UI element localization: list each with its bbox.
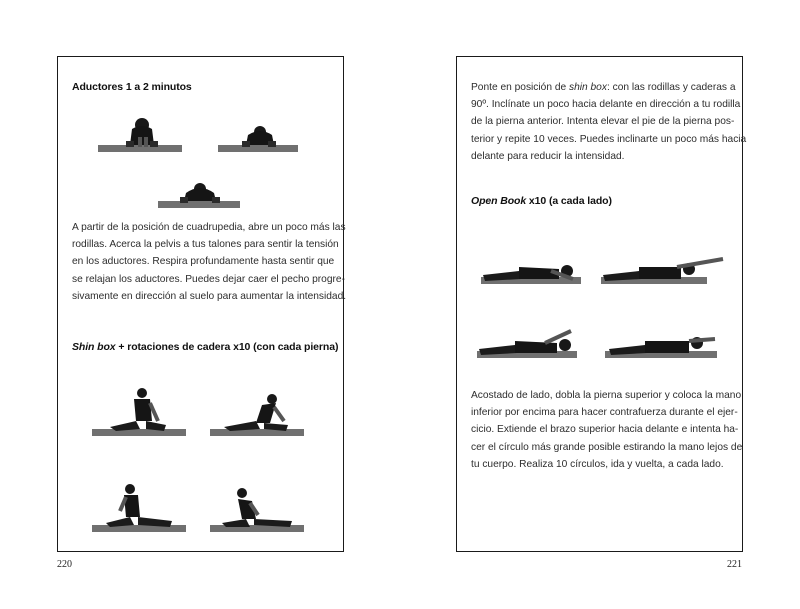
text-line: rodillas. Acerca la pelvis a tus talones para sentir la tensión — [72, 239, 339, 251]
heading-rest: x10 (a cada lado) — [526, 195, 612, 207]
text-line: en los aductores. Respira profundamente hasta sentir que — [72, 256, 335, 268]
text-line: cicio. Extiende el brazo superior hacia delante e intenta ha- — [471, 424, 739, 436]
adductor-description — [72, 219, 347, 305]
text-line: cer el círculo más grande posible estirando la mano lejos de — [471, 441, 743, 453]
text-line: de la pierna anterior. Intenta elevar el pie de la pierna pos- — [471, 116, 735, 128]
text-line: 90º. Inclínate un poco hacia delante en dirección a tu rodilla — [471, 99, 741, 111]
page-number-left: 220 — [57, 559, 72, 570]
open-book-photo-4 — [603, 331, 723, 365]
text-line: se relajan los aductores. Puedes dejar caer el pecho progre- — [72, 273, 345, 285]
left-page — [57, 56, 347, 552]
adductor-stretch-photo-3 — [156, 181, 244, 213]
heading-italic-term: Shin box — [72, 341, 116, 353]
adductor-stretch-photo-2 — [216, 121, 302, 157]
heading-rest: + rotaciones de cadera x10 (con cada pierna) — [115, 341, 339, 353]
section-heading-aductores: Aductores 1 a 2 minutos — [72, 81, 192, 93]
shin-box-photo-1 — [90, 385, 190, 441]
text-fragment: Ponte en posición de — [471, 82, 569, 93]
text-line: tu cuerpo. Realiza 10 círculos, ida y vuelta, a cada lado. — [471, 458, 724, 470]
open-book-photo-3 — [475, 325, 585, 365]
shin-box-photo-4 — [208, 485, 308, 539]
open-book-photo-1 — [473, 257, 585, 291]
text-line: sivamente en dirección al suelo para aumentar la intensidad. — [72, 290, 347, 302]
right-page — [456, 56, 747, 552]
section-heading-shin-box — [72, 341, 338, 353]
italic-term: shin box — [569, 82, 607, 93]
text-line: inferior por encima para hacer contrafuerza durante el ejer- — [471, 407, 738, 419]
text-line — [471, 79, 736, 96]
text-fragment: : con las rodillas y caderas a — [606, 82, 736, 93]
section-heading-open-book — [471, 195, 612, 207]
adductor-stretch-photo-1 — [96, 115, 186, 157]
open-book-description — [471, 387, 743, 473]
open-book-photo-2 — [599, 253, 729, 291]
shin-box-description — [471, 79, 747, 165]
text-line: terior y repite 10 veces. Puedes inclinarte un poco más hacia — [471, 133, 747, 145]
heading-italic-term: Open Book — [471, 195, 527, 207]
text-line: A partir de la posición de cuadrupedia, abre un poco más las — [72, 222, 346, 233]
shin-box-photo-2 — [208, 391, 308, 441]
text-line: delante para reducir la intensidad. — [471, 150, 625, 162]
shin-box-photo-3 — [90, 481, 190, 539]
text-line: Acostado de lado, dobla la pierna superior y coloca la mano — [471, 390, 742, 401]
page-number-right: 221 — [727, 559, 742, 570]
